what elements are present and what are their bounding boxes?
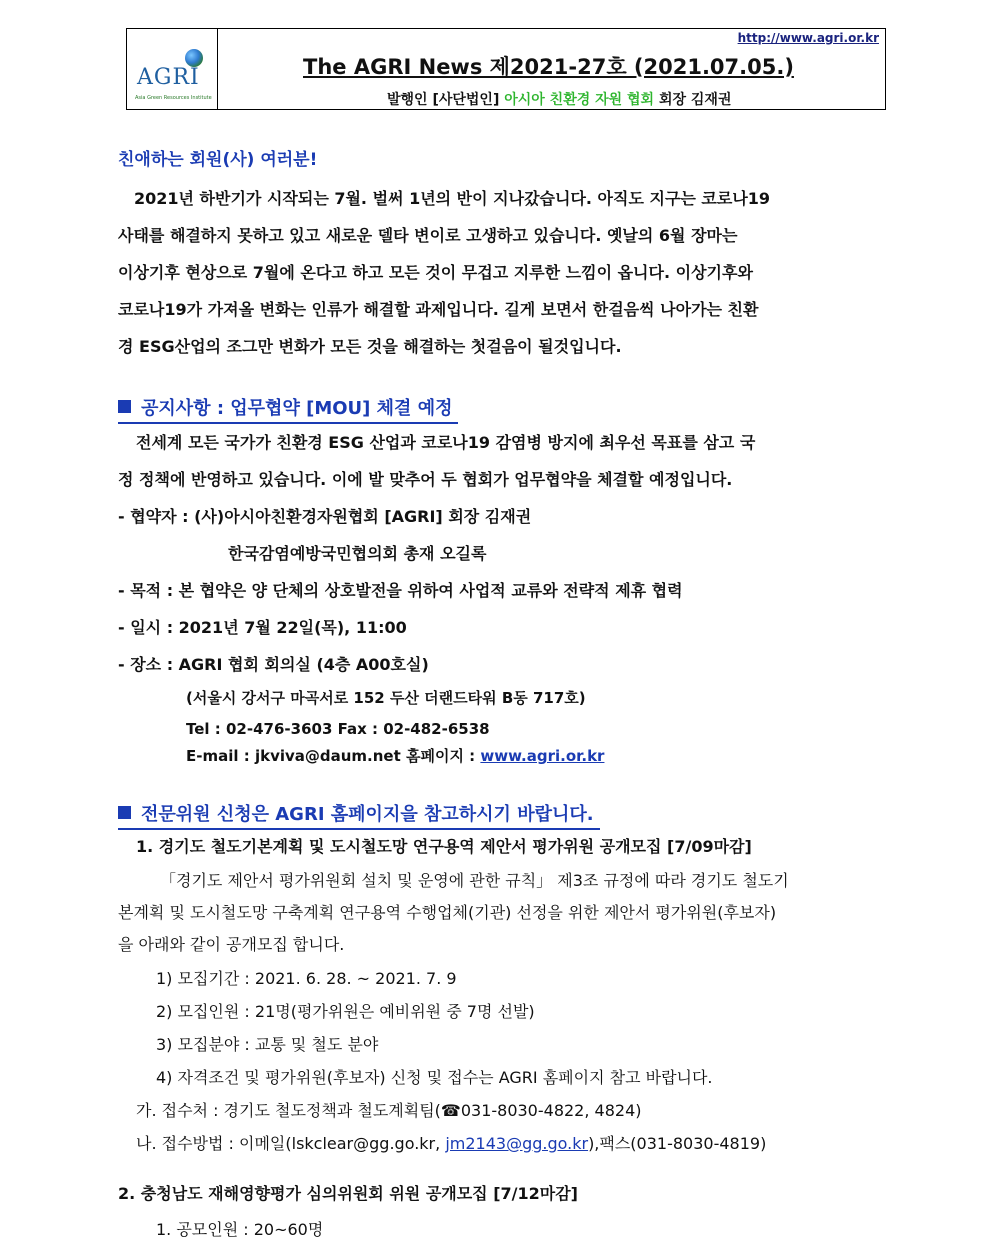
experts-heading [118,800,594,826]
notice-line: 정 정책에 반영하고 있습니다. 이에 발 맞추어 두 협회가 업무협약을 체결할 예정입니다. [118,470,733,489]
email-link[interactable]: jm2143@gg.go.kr [445,1134,589,1153]
expert-item1-point: 4) 자격조건 및 평가위원(후보자) 신청 및 접수는 AGRI 홈페이지 참고 바랍니다. [156,1068,713,1087]
expert-item1-point: 3) 모집분야 : 교통 및 철도 분야 [156,1035,379,1054]
logo-text: AGRI [137,65,200,90]
agri-logo [127,29,218,109]
expert-item1-title: 1. 경기도 철도기본계획 및 도시철도망 연구용역 제안서 평가위원 공개모집 [7/09마감] [136,837,752,856]
greeting-line: 코로나19가 가져올 변화는 인류가 해결할 과제입니다. 길게 보면서 한걸음씩 나아가는 친환 [118,300,759,319]
notice-place: - 장소 : AGRI 협회 회의실 (4층 A00호실) [118,655,429,674]
notice-date: - 일시 : 2021년 7월 22일(목), 11:00 [118,618,407,637]
publisher-prefix: 발행인 [사단법인] [387,92,505,108]
experts-heading-text: 전문위원 신청은 AGRI 홈페이지을 참고하시기 바랍니다. [141,804,594,825]
square-bullet-icon [118,400,131,413]
notice-party1: - 협약자 : (사)아시아친환경자원협회 [AGRI] 회장 김재권 [118,507,532,526]
square-bullet-icon [118,806,131,819]
newsletter-header [126,28,886,110]
heading-underline [118,422,458,424]
notice-email [186,749,604,764]
notice-party2: 한국감염예방국민협의회 총재 오길록 [228,544,487,563]
expert-item2-title: 2. 충청남도 재해영향평가 심의위원회 위원 공개모집 [7/12마감] [118,1184,578,1203]
notice-heading [118,394,452,420]
method-suffix: ),팩스(031-8030-4819) [588,1134,767,1153]
publisher-org: 아시아 친환경 자원 협회 [504,92,655,108]
expert-contact: 가. 접수처 : 경기도 철도정책과 철도계획팀(☎031-8030-4822, 4824) [136,1101,642,1120]
greeting-line: 사태를 해결하지 못하고 있고 새로운 델타 변이로 고생하고 있습니다. 옛날의 6월 장마는 [118,226,738,245]
heading-underline [118,828,600,830]
expert-item1-point: 1) 모집기간 : 2021. 6. 28. ~ 2021. 7. 9 [156,969,457,988]
method-prefix: 나. 접수방법 : 이메일(lskclear@gg.go.kr, [136,1134,446,1153]
notice-address: (서울시 강서구 마곡서로 152 두산 더랜드타워 B동 717호) [186,689,586,707]
expert-method [136,1136,766,1152]
logo-subtext: Asia Green Resources Institute [135,95,212,101]
notice-heading-text: 공지사항 : 업무협약 [MOU] 체결 예정 [141,398,453,419]
salutation: 친애하는 회원(사) 여러분! [118,150,318,170]
greeting-line: 2021년 하반기가 시작되는 7월. 벌써 1년의 반이 지나갔습니다. 아직도 지구는 코로나19 [134,189,771,208]
expert-item1-line: 「경기도 제안서 평가위원회 설치 및 운영에 관한 규칙」 제3조 규정에 따라 경기도 철도기 [160,871,789,890]
notice-tel: Tel : 02-476-3603 Fax : 02-482-6538 [186,720,490,738]
newsletter-title: The AGRI News 제2021-27호 (2021.07.05.) [303,55,794,79]
greeting-line: 이상기후 현상으로 7월에 온다고 하고 모든 것이 무겁고 지루한 느낌이 옵니다. 이상기후와 [118,263,753,282]
notice-line: 전세계 모든 국가가 친환경 ESG 산업과 코로나19 감염병 방지에 최우선 목표를 삼고 국 [136,433,756,452]
publisher-suffix: 회장 김재권 [654,92,732,108]
expert-item1-line: 본계획 및 도시철도망 구축계획 연구용역 수행업체(기관) 선정을 위한 제안서 평가위원(후보자) [118,903,777,922]
site-url[interactable]: http://www.agri.or.kr [737,31,879,45]
greeting-line: 경 ESG산업의 조그만 변화가 모든 것을 해결하는 첫걸음이 될것입니다. [118,337,622,356]
expert-item1-line: 을 아래와 같이 공개모집 합니다. [118,935,345,954]
publisher-line [387,89,731,109]
expert-item2-point: 1. 공모인원 : 20~60명 [156,1220,324,1239]
notice-purpose: - 목적 : 본 협약은 양 단체의 상호발전을 위하여 사업적 교류와 전략적 제휴 협력 [118,581,683,600]
homepage-link[interactable]: www.agri.or.kr [480,747,605,765]
email-text: E-mail : jkviva@daum.net 홈페이지 : [186,747,481,765]
expert-item1-point: 2) 모집인원 : 21명(평가위원은 예비위원 중 7명 선발) [156,1002,535,1021]
